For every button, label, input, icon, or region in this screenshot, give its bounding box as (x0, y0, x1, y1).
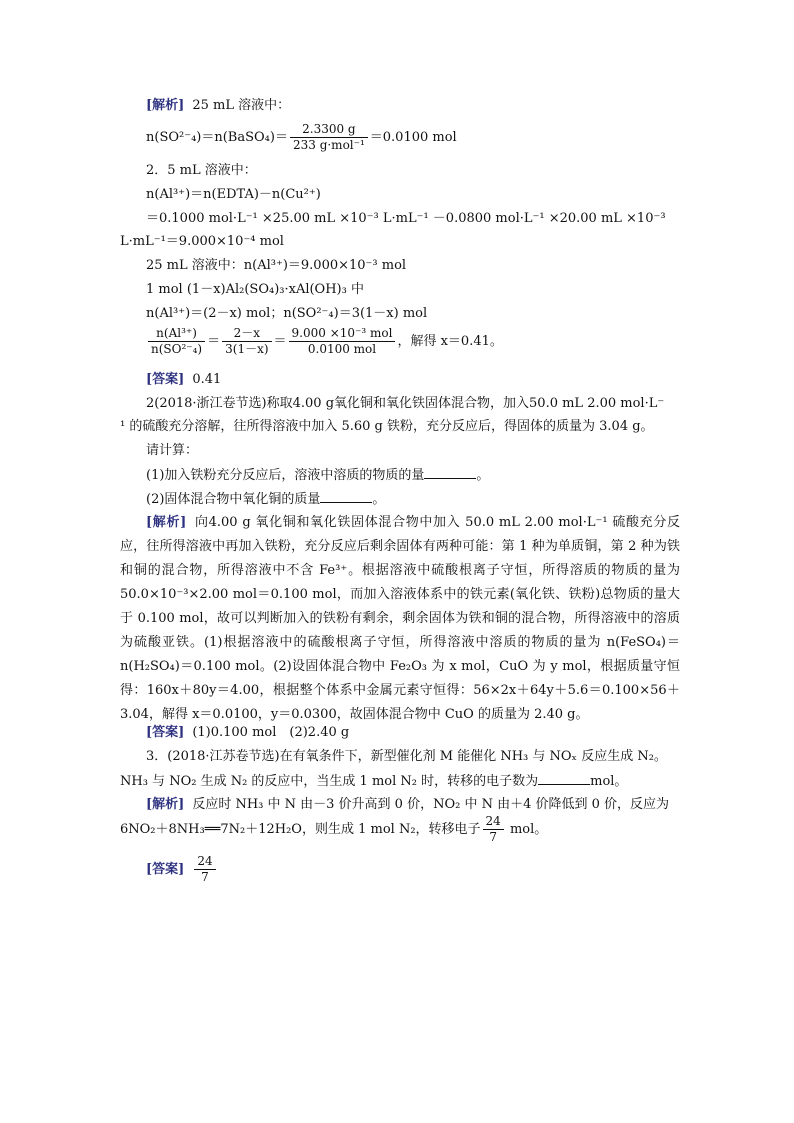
text-line: n(Al³⁺)＝(2－x) mol；n(SO²⁻₄)＝3(1－x) mol (146, 306, 428, 321)
question-2-sub1: (1)加入铁粉充分反应后，溶液中溶质的物质的量 。 (146, 468, 490, 483)
question-3-analysis: [解析] 反应时 NH₃ 中 N 由－3 价升高到 0 价，NO₂ 中 N 由＋4 价降低到 0 价，反应为 (146, 797, 670, 812)
question-3-equation: 6NO₂＋8NH₃══7N₂＋12H₂O，则生成 1 mol N₂，转移电子 $\frac{24}{7}$ mol。 (120, 814, 548, 844)
answer-line-3 (146, 854, 706, 892)
answer-blank (320, 490, 372, 503)
question-3-stem-cont: NH₃ 与 NO₂ 生成 N₂ 的反应中，当生成 1 mol N₂ 时，转移的电子数为 mol。 (120, 774, 628, 789)
analysis-line-1: [解析] 25 mL 溶液中： (146, 98, 291, 113)
ratio-equation: $\frac{\text{n(Al³⁺)}}{\text{n(SO²⁻₄)}}$ ＝ $\frac{2-x}{3(1-x)}$ ＝ $\frac{\text{9.000 ×10⁻³ mol}}{\text{0.0100 mol}}$ ，解得 x＝0.41。 (146, 326, 706, 366)
answer-line-2: [答案] (1)0.100 mol (2)2.40 g (146, 725, 350, 740)
question-2-analysis: [解析] 向4.00 g 氧化铜和氧化铁固体混合物中加入 50.0 mL 2.00 mol·L⁻¹ 硫酸充分反应，往所得溶液中再加入铁粉，充分反应后剩余固体有两种可能：第 1 种为单质铜，第 2 种为铁和铜的混合物，所得溶液中不含 Fe³⁺。根据溶液中硫酸根离子守恒，所得溶质的物质的量为 50.0×10⁻³×2.00 mol＝0.100 mol，而加入溶液体系中的铁元素(氧化铁、铁粉)总物质的量大于 0.100 mol，故可以判断加入的铁粉有剩余，剩余固体为铁和铜的混合物，所得溶液中的溶质为硫酸亚铁。(1)根据溶液中的硫酸根离子守恒，所得溶液中溶质的物质的量为 n(FeSO₄)＝n(H₂SO₄)＝0.100 mol。(2)设固体混合物中 Fe₂O₃ 为 x mol，CuO 为 y mol，根据质量守恒得：160x＋80y＝4.00，根据整个体系中金属元素守恒得：56×2x＋64y＋5.6＝0.100×56＋3.04，解得 x＝0.0100，y＝0.0300，故固体混合物中 CuO 的质量为 2.40 g。 (120, 515, 680, 722)
fraction: $\frac{\text{9.000 ×10⁻³ mol}}{\text{0.0100 mol}}$ (289, 326, 396, 357)
answer-tag: [答案] (146, 372, 185, 387)
question-2-stem: 2(2018·浙江卷节选)称取4.00 g氧化铜和氧化铁固体混合物，加入50.0 mL 2.00 mol·L⁻ (146, 396, 665, 411)
text-line: 25 mL 溶液中：n(Al³⁺)＝9.000×10⁻³ mol (146, 258, 407, 273)
fraction: $\frac{24}{7}$ (483, 814, 504, 845)
analysis-tag: [解析] (146, 515, 187, 530)
sulfate-equation: n(SO²⁻₄)＝n(BaSO₄)＝ $\frac{2.3300 g}{\text{233 g·mol⁻¹}}$ ＝0.0100 mol (146, 122, 457, 152)
fraction: $\frac{24}{7}$ (194, 854, 215, 885)
answer-tag: [答案] (146, 725, 185, 740)
text-line: 2．5 mL 溶液中： (146, 163, 257, 178)
question-3-stem: 3．(2018·江苏卷节选)在有氧条件下，新型催化剂 M 能催化 NH₃ 与 NOₓ 反应生成 N₂。 (146, 749, 667, 764)
text-line: n(Al³⁺)＝n(EDTA)－n(Cu²⁺) (146, 187, 321, 202)
answer-blank (538, 772, 590, 785)
analysis-tag: [解析] (146, 98, 185, 113)
text-line: ＝0.1000 mol·L⁻¹ ×25.00 mL ×10⁻³ L·mL⁻¹ －0.0800 mol·L⁻¹ ×20.00 mL ×10⁻³ (146, 211, 666, 226)
question-2-stem-cont: ¹ 的硫酸充分溶解，往所得溶液中加入 5.60 g 铁粉，充分反应后，得固体的质量为 3.04 g。 (120, 419, 654, 434)
analysis-tag: [解析] (146, 797, 185, 812)
text-line: L·mL⁻¹＝9.000×10⁻⁴ mol (120, 234, 284, 249)
fraction: $\frac{2-x}{3(1-x)}$ (222, 326, 271, 357)
question-2-ask: 请计算： (146, 443, 199, 458)
fraction: $\frac{2.3300 g}{\text{233 g·mol⁻¹}}$ (290, 122, 368, 153)
answer-line-1: [答案] 0.41 (146, 372, 222, 387)
question-2-sub2: (2)固体混合物中氧化铜的质量 。 (146, 492, 386, 507)
answer-blank (424, 466, 476, 479)
fraction: $\frac{\text{n(Al³⁺)}}{\text{n(SO²⁻₄)}}$ (148, 326, 205, 357)
text-line: 1 mol (1－x)Al₂(SO₄)₃·xAl(OH)₃ 中 (146, 282, 364, 297)
answer-tag: [答案] (146, 862, 185, 877)
